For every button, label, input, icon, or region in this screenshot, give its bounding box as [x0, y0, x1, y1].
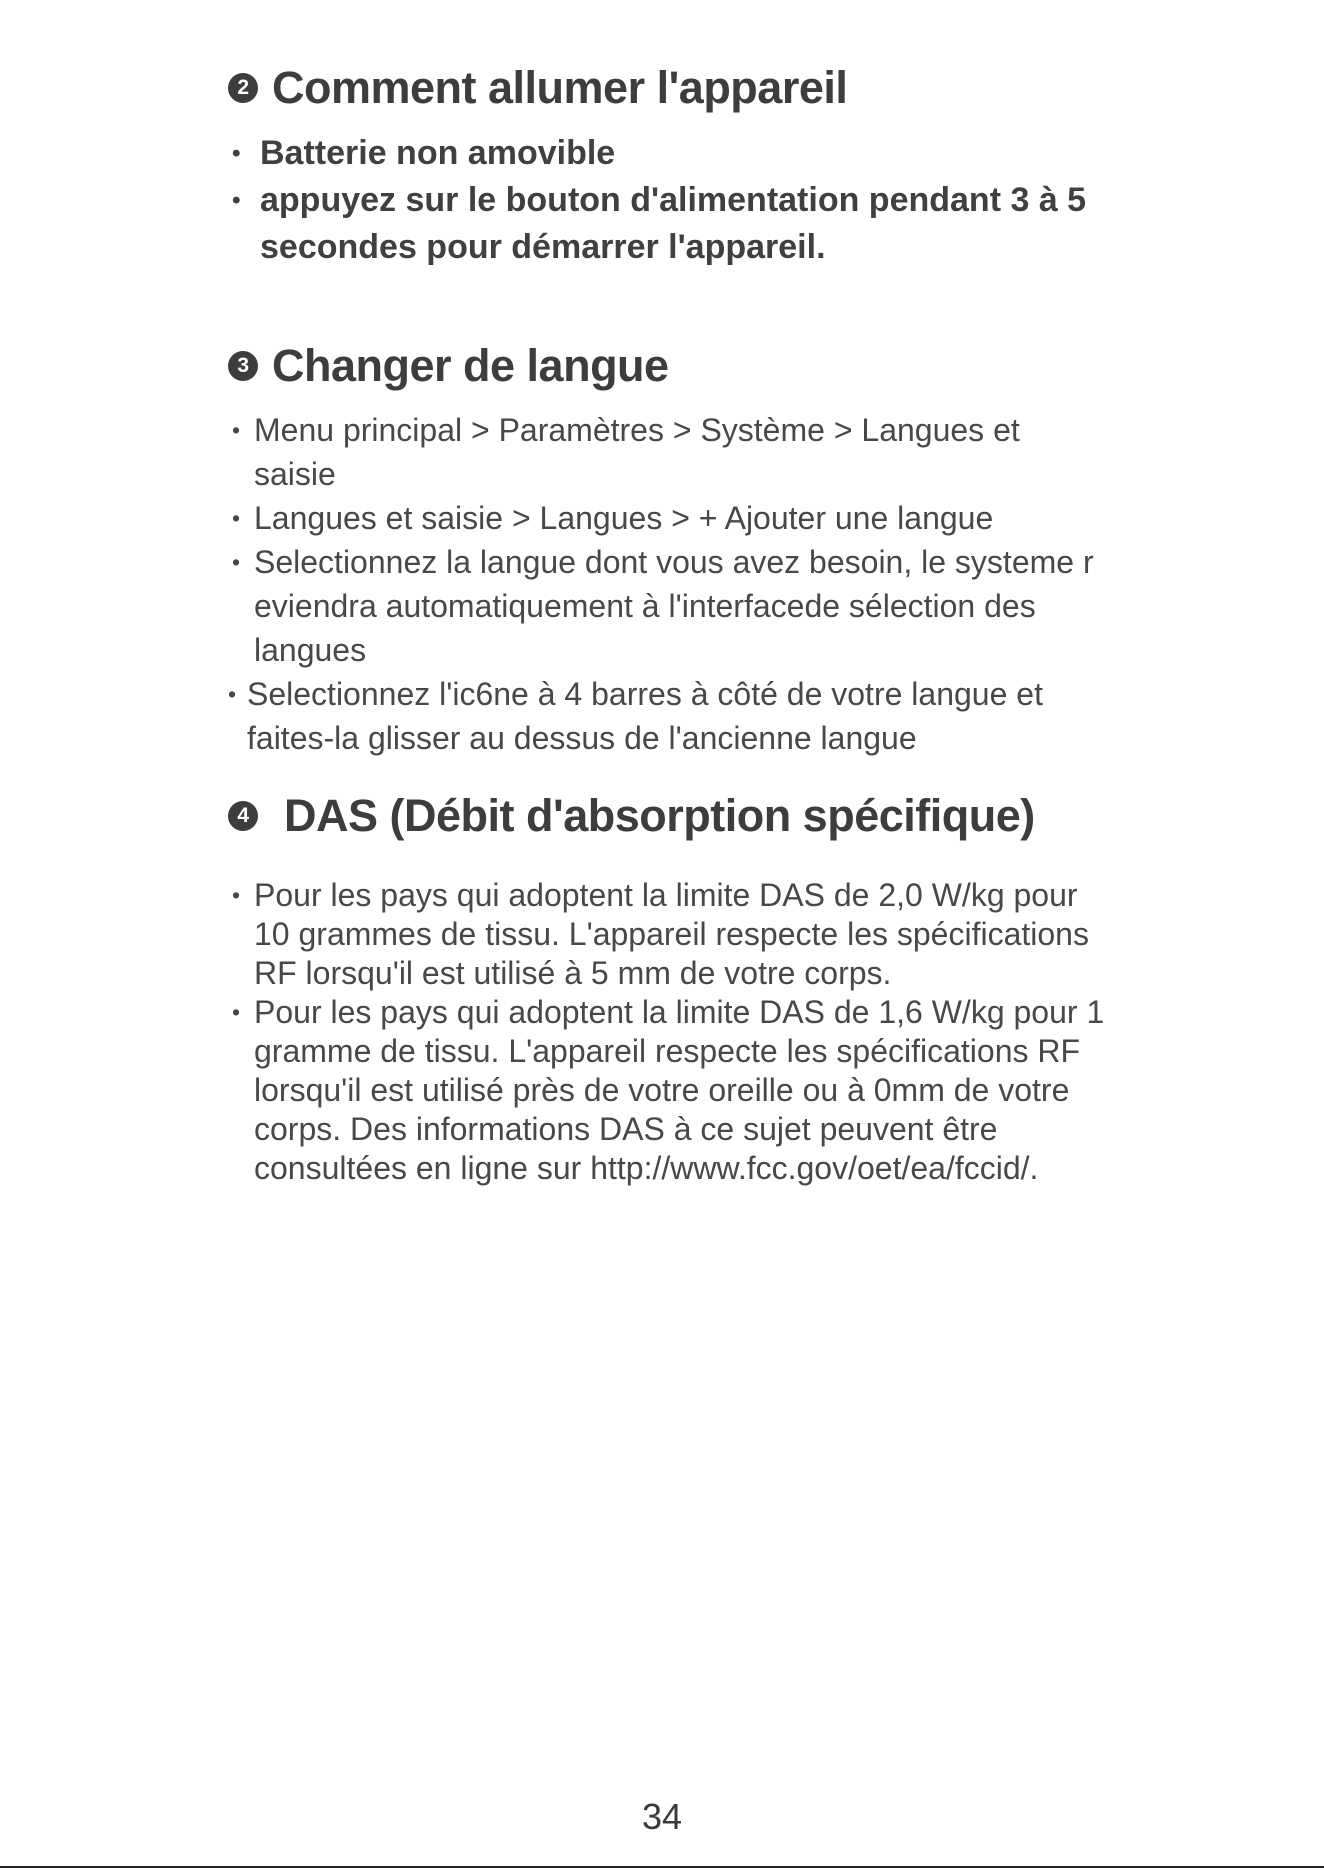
- section-sar: [228, 790, 1128, 1188]
- list-item: • Pour les pays qui adoptent la limite DAS de 2,0 W/kg pour 10 grammes de tissu. L'appareil respecte les spécifications RF lorsqu'il est utilisé à 5 mm de votre corps.: [228, 876, 1108, 993]
- list-item: • Selectionnez l'ic6ne à 4 barres à côté de votre langue et faites-la glisser au dessus de l'ancienne langue: [228, 672, 1108, 760]
- section-change-language: [228, 340, 1128, 760]
- section-title: DAS (Débit d'absorption spécifique): [284, 790, 1035, 841]
- page-number: 34: [641, 1796, 683, 1837]
- section-number-badge: 4: [228, 801, 258, 831]
- section-power-on: [228, 62, 1128, 271]
- bottom-divider: [0, 1866, 1324, 1868]
- bullet-list: [228, 876, 1108, 1188]
- bullet-list: [228, 408, 1108, 760]
- list-item: • Menu principal > Paramètres > Système > Langues et saisie: [228, 408, 1108, 496]
- section-heading: [228, 790, 1128, 842]
- list-item: • appuyez sur le bouton d'alimentation pendant 3 à 5 secondes pour démarrer l'appareil.: [228, 177, 1108, 271]
- list-item: • Langues et saisie > Langues > + Ajouter une langue: [228, 496, 1108, 540]
- section-heading: [228, 340, 1128, 392]
- section-number-badge: 2: [228, 73, 258, 103]
- section-heading: [228, 62, 1128, 114]
- list-item: • Pour les pays qui adoptent la limite DAS de 1,6 W/kg pour 1 gramme de tissu. L'appareil respecte les spécifications RF lorsqu'il est utilisé près de votre oreille ou à 0mm de votre corps. Des informations DAS à ce sujet peuvent être consultées en ligne sur http://www.fcc.gov/oet/ea/fccid/.: [228, 993, 1108, 1188]
- bullet-list: [228, 130, 1108, 271]
- section-title: Changer de langue: [272, 340, 669, 391]
- list-item: • Batterie non amovible: [228, 130, 1108, 177]
- section-number-badge: 3: [228, 351, 258, 381]
- section-title: Comment allumer l'appareil: [272, 62, 848, 113]
- list-item: • Selectionnez la langue dont vous avez besoin, le systeme r eviendra automatiquement à l'interfacede sélection des langues: [228, 540, 1108, 672]
